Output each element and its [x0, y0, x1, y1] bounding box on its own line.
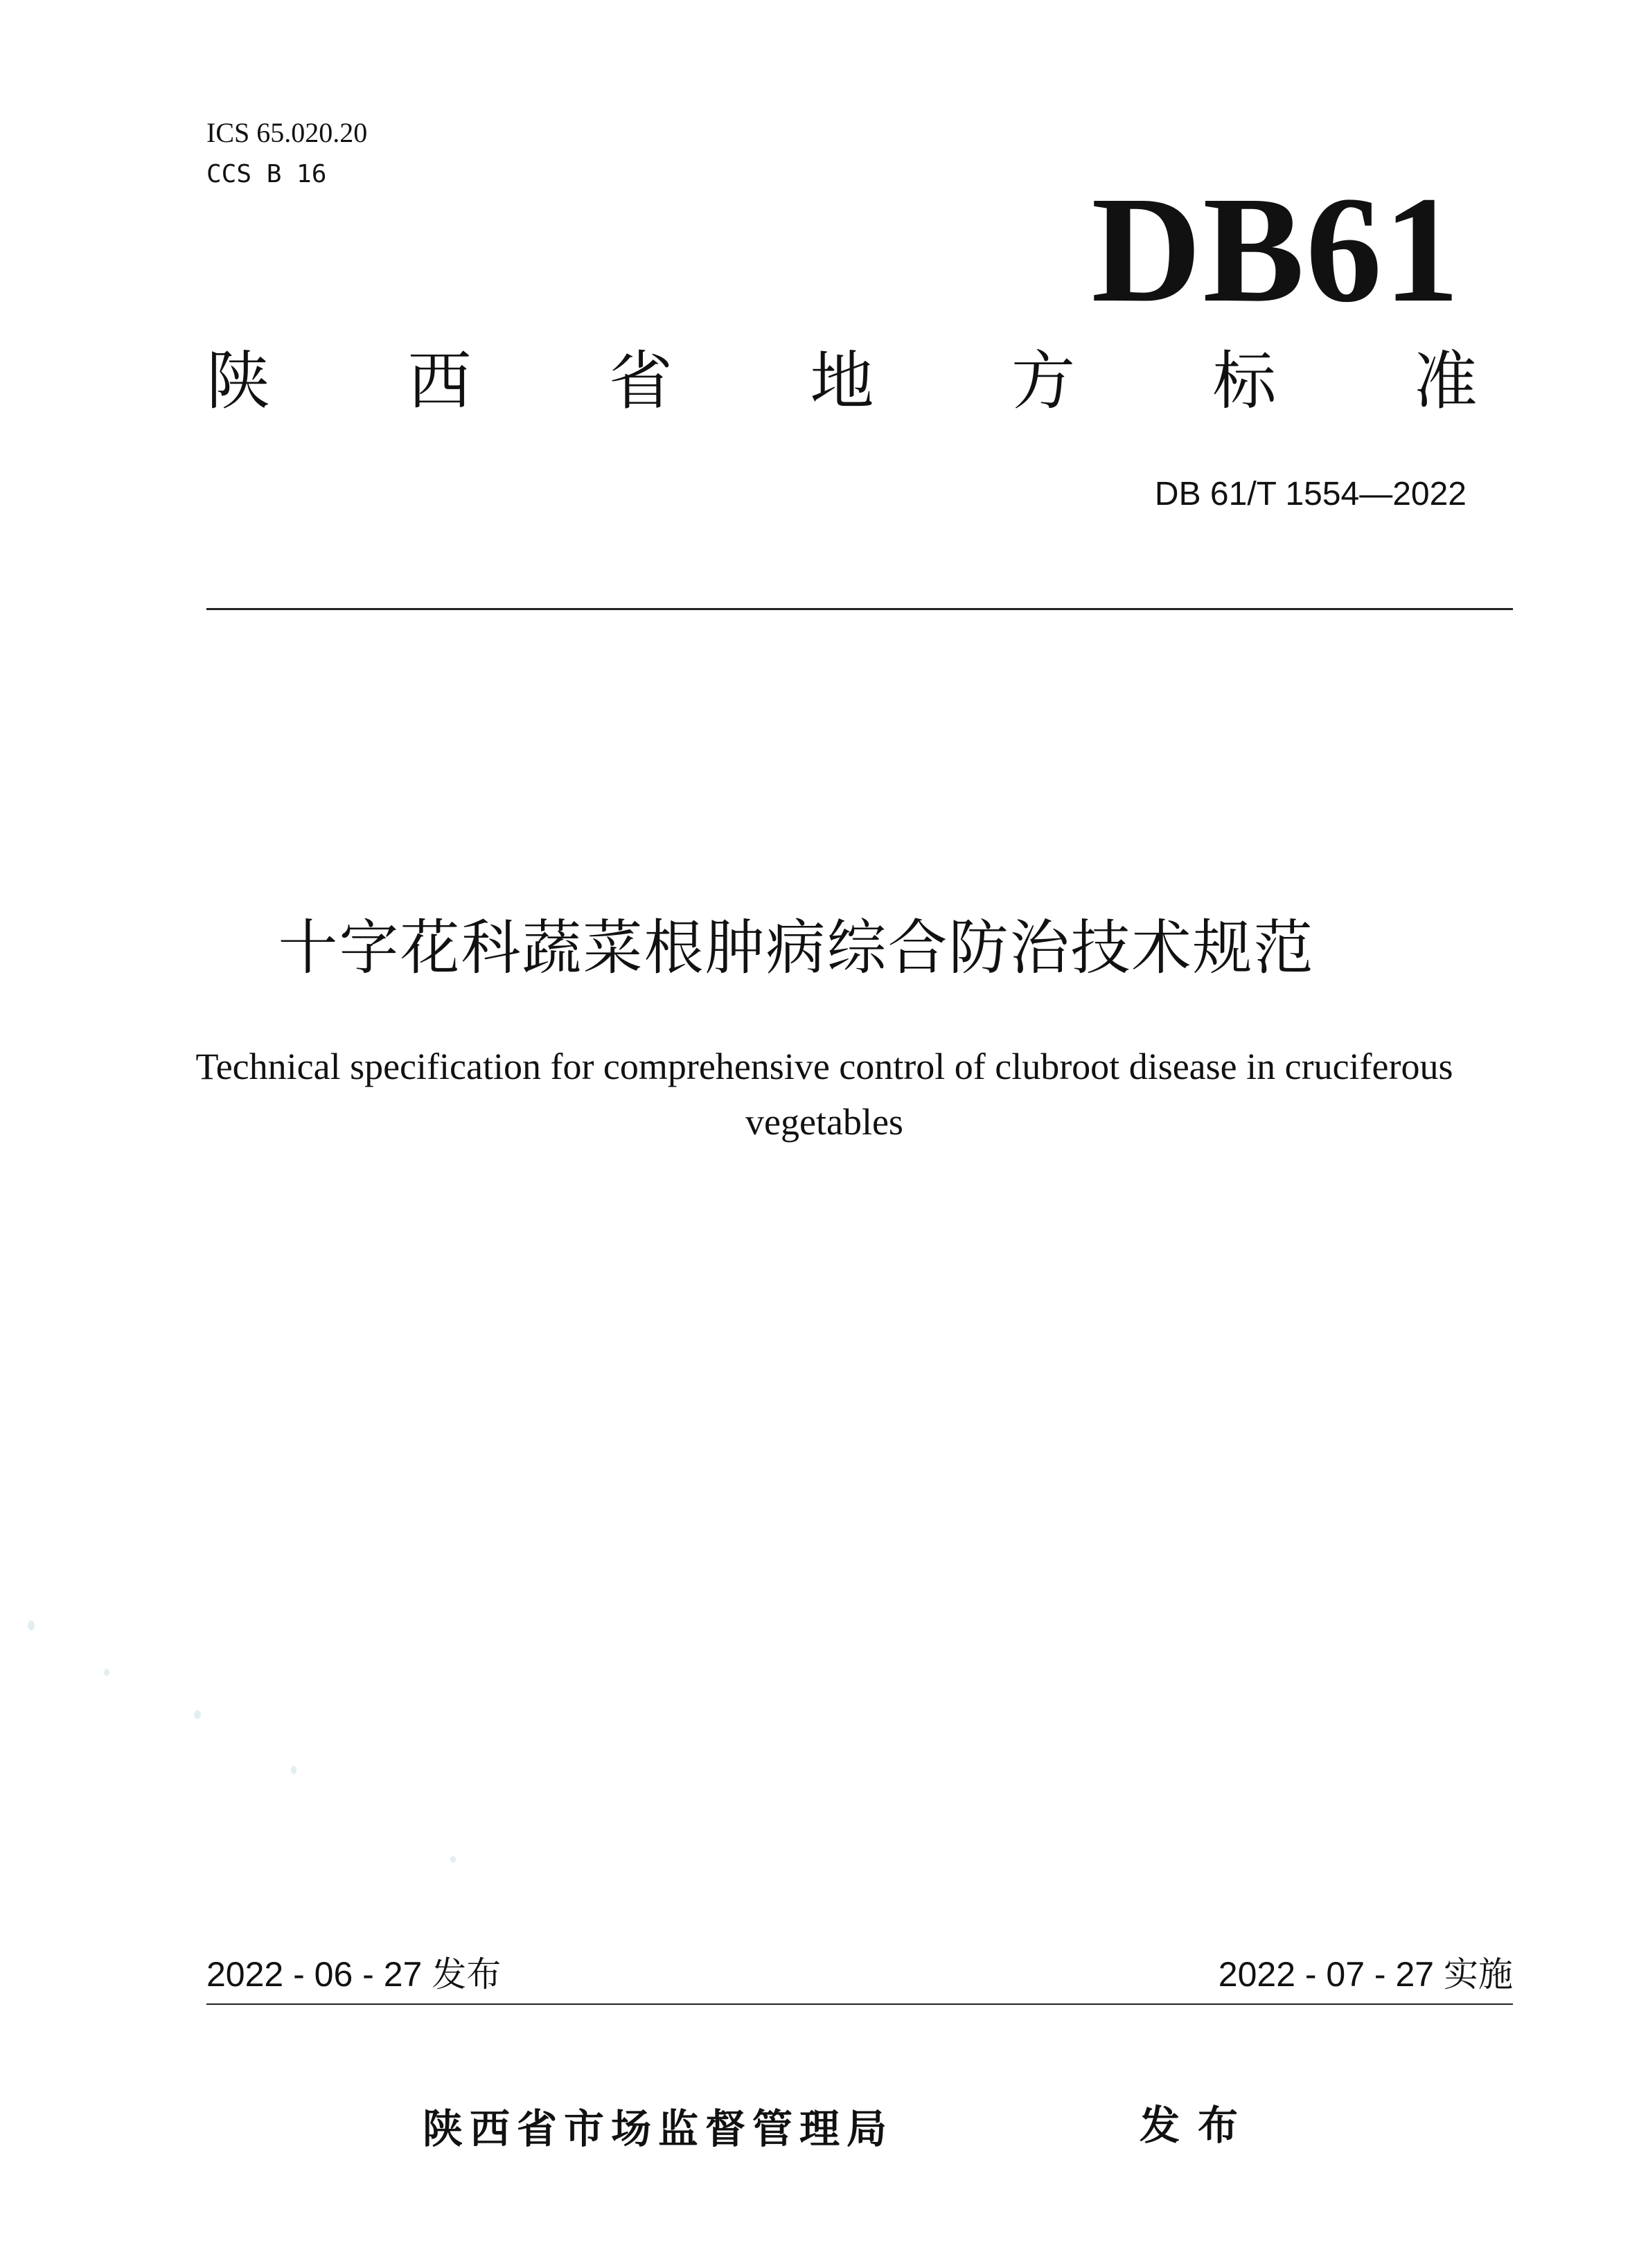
- standard-type-char: 省: [608, 344, 673, 418]
- scan-speckle: [291, 1766, 296, 1774]
- standard-type-char: 准: [1413, 344, 1478, 418]
- top-divider: [206, 608, 1513, 610]
- publish-label: 发布: [1140, 2102, 1257, 2149]
- standard-type: [206, 344, 1478, 418]
- english-title-line: Technical specification for comprehensive control of clubroot disease in cruciferous: [195, 1046, 1453, 1087]
- standard-type-char: 地: [810, 344, 874, 418]
- ccs-code: CCS B 16: [206, 160, 327, 188]
- issue-date: 2022 - 06 - 27 发布: [206, 1955, 502, 1994]
- ics-code: ICS 65.020.20: [206, 117, 368, 148]
- standard-type-char: 标: [1212, 344, 1277, 418]
- standard-type-char: 陕: [206, 344, 271, 418]
- scan-speckle: [450, 1856, 456, 1863]
- standard-type-char: 西: [407, 344, 472, 418]
- scan-speckle: [28, 1620, 35, 1630]
- chinese-title: [0, 913, 1648, 984]
- chinese-title-text: 十字花科蔬菜根肿病综合防治技术规范: [278, 913, 1315, 983]
- scan-speckle: [104, 1669, 109, 1676]
- standard-type-char: 方: [1011, 344, 1075, 418]
- scan-speckle: [194, 1711, 201, 1719]
- publisher-name: 陕西省市场监督管理局: [423, 2105, 894, 2152]
- implementation-date: 2022 - 07 - 27 实施: [1218, 1955, 1513, 1994]
- standard-number: DB 61/T 1554—2022: [1154, 476, 1467, 512]
- db-logo: DB61: [1091, 165, 1461, 334]
- english-title-line: vegetables: [745, 1101, 903, 1143]
- bottom-divider: [206, 2003, 1513, 2005]
- english-title: [159, 1039, 1489, 1150]
